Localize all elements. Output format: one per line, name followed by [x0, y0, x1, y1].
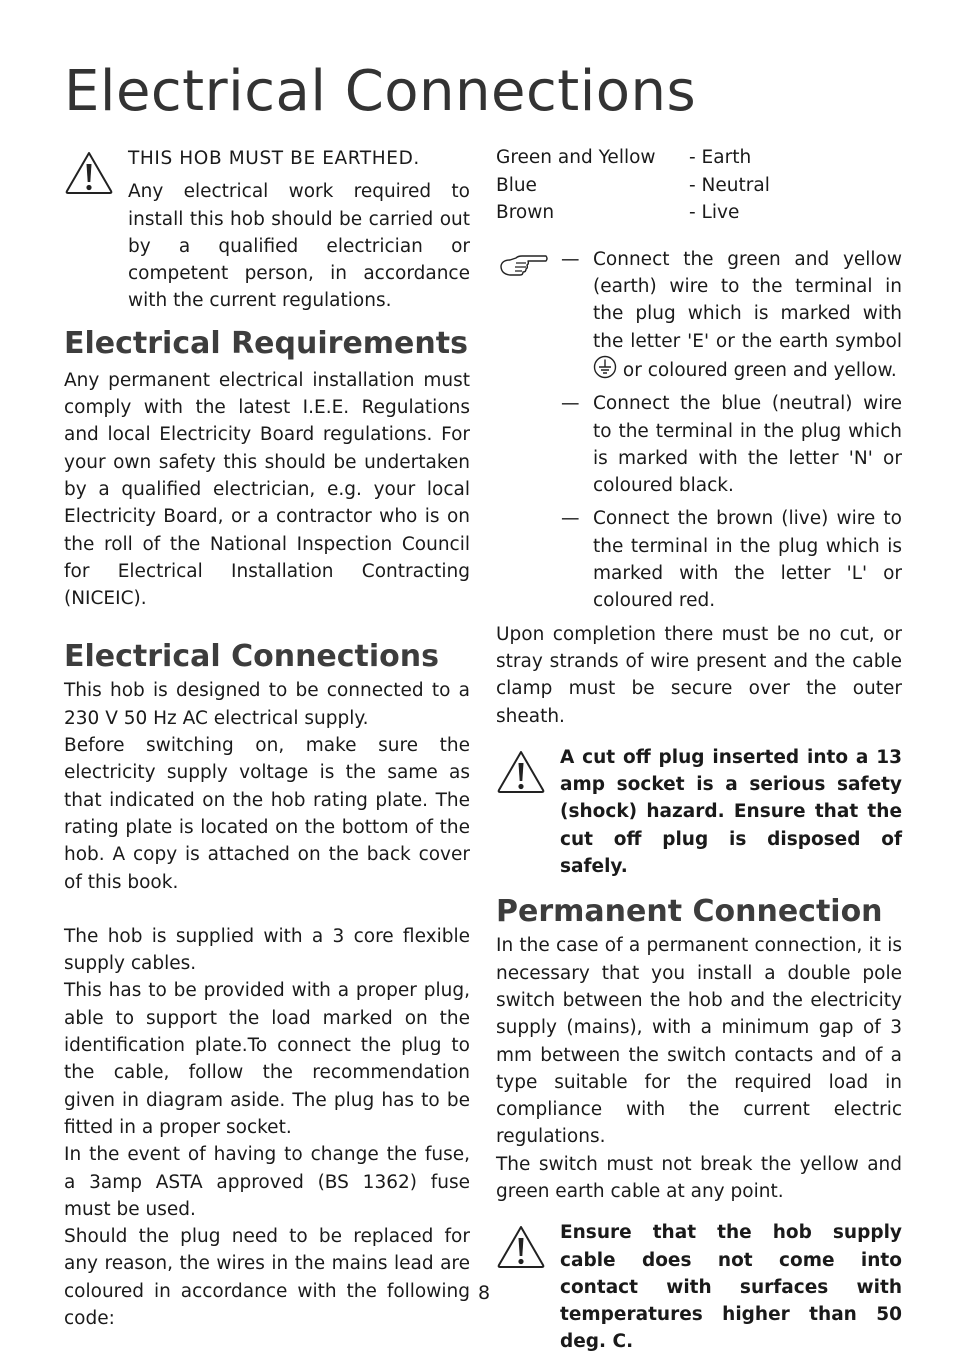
wire-colour-code: [496, 144, 902, 227]
temperature-warning: [496, 1219, 902, 1355]
earth-cable-switch-text: The switch must not break the yellow and green earth cable at any point.: [496, 1153, 902, 1202]
step-dash: —: [561, 393, 580, 415]
colour-code-row: [496, 199, 902, 227]
connections-fuse-text: In the event of having to change the fuse, a 3amp ASTA approved (BS 1362) fuse must be used.: [64, 1144, 470, 1220]
colour-name: Blue: [496, 174, 537, 196]
step-dash: —: [561, 248, 580, 270]
page-title: Electrical Connections: [64, 59, 697, 124]
requirements-heading: Electrical Requirements: [64, 325, 468, 361]
earthing-warning-title: THIS HOB MUST BE EARTHED.: [128, 148, 420, 169]
earthing-warning: [64, 145, 470, 315]
live-step-text: Connect the brown (live) wire to the terminal in the plug which is marked with the letter 'L' or coloured red.: [593, 508, 902, 612]
neutral-step-text: Connect the blue (neutral) wire to the terminal in the plug which is marked with the letter 'N' or coloured black.: [593, 393, 902, 497]
earth-symbol-icon: [593, 355, 617, 379]
page-number: 8: [477, 1282, 491, 1304]
plug-wiring-steps: [496, 246, 902, 615]
pointing-hand-icon: [498, 250, 548, 278]
warning-triangle-icon: [64, 149, 114, 195]
earthing-warning-body: Any electrical work required to install this hob should be carried out by a qualified electrician or competent person, in accordance with the current regulations.: [128, 181, 470, 312]
colour-meaning: - Neutral: [689, 174, 770, 196]
colour-meaning: - Live: [689, 202, 740, 224]
permanent-connection-heading: Permanent Connection: [496, 894, 883, 930]
cut-off-plug-warning: [496, 744, 902, 880]
connections-plug-text: This has to be provided with a proper plug, able to support the load marked on the identification plate.To connect the plug to the cable, follow the recommendation given in diagram aside. The plug has to be fitted in a proper socket.: [64, 980, 470, 1138]
connections-supply-text: This hob is designed to be connected to a 230 V 50 Hz AC electrical supply.: [64, 680, 470, 729]
colour-name: Brown: [496, 202, 555, 224]
cut-off-plug-warning-text: A cut off plug inserted into a 13 amp socket is a serious safety (shock) hazard. Ensure that the cut off plug is disposed of safely.: [560, 746, 902, 878]
warning-triangle-icon: [496, 748, 546, 794]
colour-name: Green and Yellow: [496, 147, 656, 168]
completion-text: Upon completion there must be no cut, or stray strands of wire present and the cable clamp must be secure over the outer sheath.: [496, 623, 902, 727]
connections-wire-colours-text: Should the plug need to be replaced for any reason, the wires in the mains lead are coloured in accordance with the following code:: [64, 1226, 470, 1329]
requirements-body: Any permanent electrical installation must comply with the latest I.E.E. Regulations and local Electricity Board regulations. For your own safety this should be undertaken by a qualified electrician, e.g. your local Electricity Board, or a contractor who is on the roll of the National Inspection Council for Electrical Installation Contracting (NICEIC).: [64, 369, 470, 610]
wiring-step-earth: [561, 246, 902, 384]
left-column: [64, 144, 470, 1332]
temperature-warning-text: Ensure that the hob supply cable does not come into contact with surfaces with temperatures higher than 50 deg. C.: [560, 1222, 902, 1353]
colour-meaning: - Earth: [689, 147, 752, 168]
connections-rating-plate-text: Before switching on, make sure the electricity supply voltage is the same as that indicated on the hob rating plate. The rating plate is located on the bottom of the hob. A copy is attached on the back cover of this book.: [64, 735, 470, 893]
wiring-step-live: [561, 505, 902, 614]
connections-heading: Electrical Connections: [64, 639, 439, 675]
earth-step-text-end: or coloured green and yellow.: [622, 359, 897, 381]
permanent-connection-text: In the case of a permanent connection, it is necessary that you install a double pole switch between the hob and the electricity supply (mains), with a minimum gap of 3 mm between the switch contacts and of a type suitable for the required load in compliance with the current electric regulations.: [496, 935, 902, 1148]
wiring-step-neutral: [561, 390, 902, 499]
colour-code-row: [496, 172, 902, 200]
right-column: [496, 144, 902, 1356]
colour-code-row: [496, 144, 902, 172]
warning-triangle-icon: [496, 1223, 546, 1269]
step-dash: —: [561, 508, 580, 530]
earth-step-text: Connect the green and yellow (earth) wire to the terminal in the plug which is marked with the letter 'E' or the earth symbol: [593, 248, 902, 352]
connections-cable-text: The hob is supplied with a 3 core flexible supply cables.: [64, 925, 470, 975]
